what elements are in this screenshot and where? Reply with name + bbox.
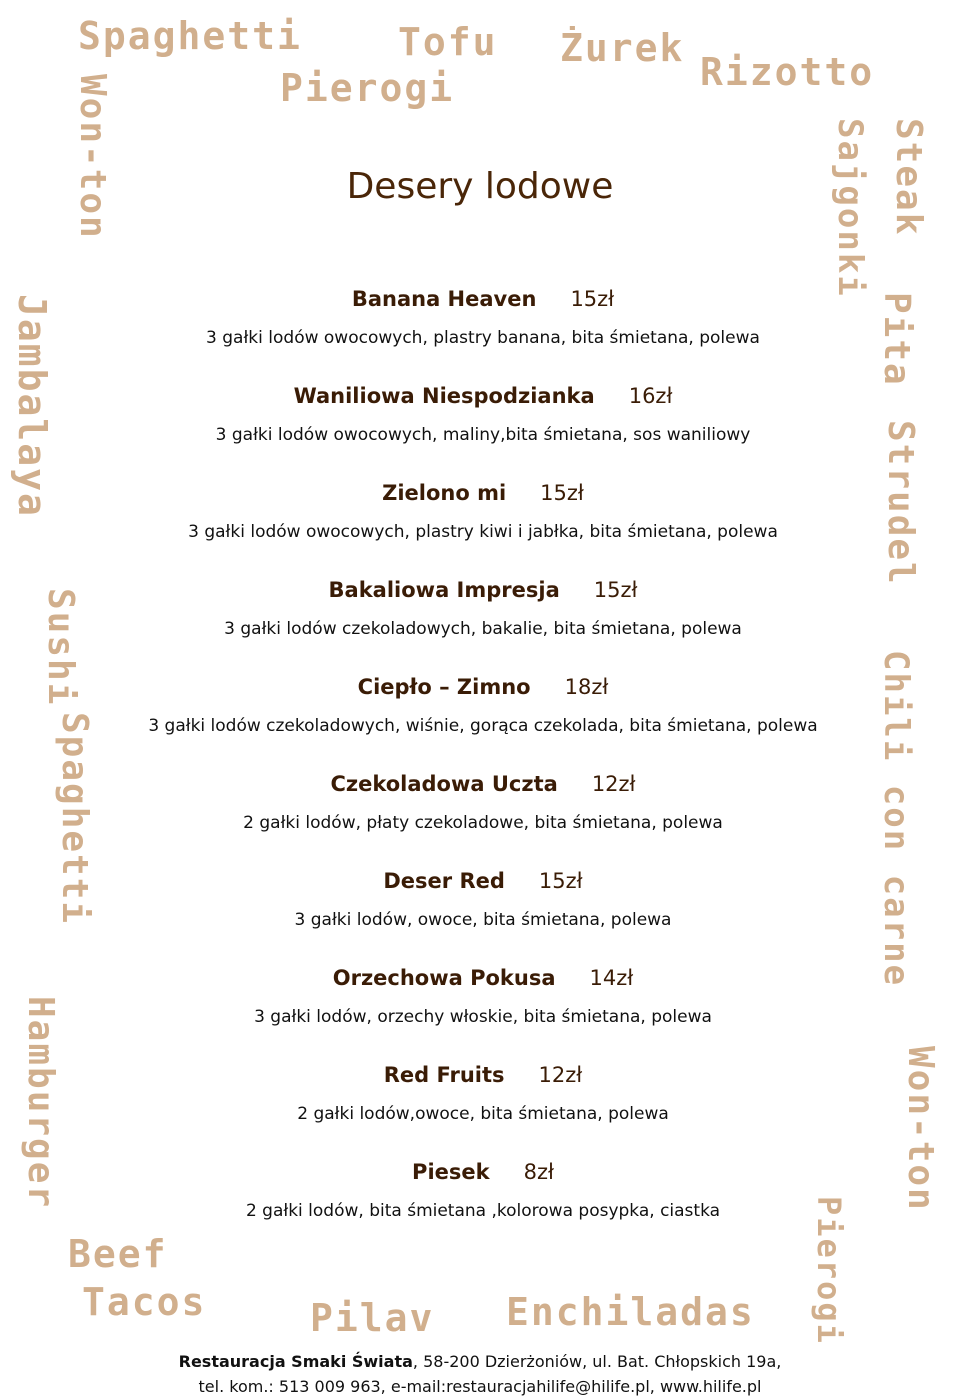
menu-item-price: 16zł: [628, 384, 673, 408]
border-word-pilav: Pilav: [310, 1296, 435, 1340]
menu-item-heading: [60, 379, 906, 413]
menu-item: [60, 476, 906, 573]
border-word-steak: Steak: [888, 118, 929, 237]
border-word-hamburger: Hamburger: [20, 996, 61, 1210]
border-word-pierogi-right: Pierogi: [810, 1196, 848, 1345]
menu-item-description: 3 gałki lodów czekoladowych, bakalie, bita śmietana, polewa: [224, 619, 742, 639]
menu-item-name: Bakaliowa Impresja: [328, 578, 560, 602]
menu-item: [60, 961, 906, 1058]
menu-item-name: Zielono mi: [382, 481, 507, 505]
border-word-spaghetti-top: Spaghetti: [78, 14, 302, 58]
dessert-menu-list: [60, 282, 906, 1252]
menu-item-name: Red Fruits: [383, 1063, 505, 1087]
border-word-tofu: Tofu: [398, 20, 498, 64]
border-word-beef: Beef: [68, 1232, 168, 1276]
menu-item-heading: [60, 573, 906, 607]
menu-item-heading: [60, 282, 906, 316]
menu-item: [60, 767, 906, 864]
menu-item-heading: [60, 961, 906, 995]
border-word-spaghetti-left: Spaghetti: [54, 712, 95, 926]
menu-item-price: 18zł: [564, 675, 609, 699]
menu-item-heading: [60, 670, 906, 704]
restaurant-address: , 58-200 Dzierżoniów, ul. Bat. Chłopskich 19a,: [412, 1352, 782, 1371]
menu-item-name: Ciepło – Zimno: [357, 675, 531, 699]
border-word-won-ton-right: Won-ton: [900, 1046, 941, 1212]
menu-item-heading: [60, 767, 906, 801]
menu-item: [60, 282, 906, 379]
border-word-pierogi-top: Pierogi: [280, 66, 455, 110]
menu-item-price: 15zł: [570, 287, 615, 311]
border-word-jambalaya: Jambalaya: [10, 294, 54, 518]
border-word-sajgonki: Sajgonki: [830, 118, 870, 298]
border-word-won-ton-left: Won-ton: [72, 74, 113, 240]
menu-item-price: 12zł: [538, 1063, 583, 1087]
menu-item-heading: [60, 1058, 906, 1092]
menu-item-description: 3 gałki lodów, owoce, bita śmietana, polewa: [294, 910, 672, 930]
menu-item-price: 8zł: [523, 1160, 554, 1184]
menu-item-description: 3 gałki lodów, orzechy włoskie, bita śmietana, polewa: [254, 1007, 712, 1027]
page-title: Desery lodowe: [346, 166, 614, 207]
menu-item-heading: [60, 476, 906, 510]
menu-item: [60, 1155, 906, 1252]
menu-item-description: 2 gałki lodów, bita śmietana ,kolorowa posypka, ciastka: [245, 1201, 721, 1221]
menu-item: [60, 573, 906, 670]
menu-item: [60, 1058, 906, 1155]
border-word-tacos: Tacos: [82, 1280, 207, 1324]
border-word-sushi: Sushi: [40, 588, 81, 707]
menu-item-description: 2 gałki lodów,owoce, bita śmietana, polewa: [297, 1104, 669, 1124]
menu-item: [60, 379, 906, 476]
menu-item-description: 3 gałki lodów owocowych, maliny,bita śmietana, sos waniliowy: [215, 425, 751, 445]
menu-item-description: 3 gałki lodów owocowych, plastry kiwi i jabłka, bita śmietana, polewa: [188, 522, 778, 542]
menu-item-description: 2 gałki lodów, płaty czekoladowe, bita śmietana, polewa: [243, 813, 723, 833]
menu-item-price: 15zł: [593, 578, 638, 602]
border-word-strudel: Strudel: [880, 420, 921, 586]
border-word-pita: Pita: [876, 292, 917, 387]
menu-item-name: Piesek: [412, 1160, 490, 1184]
menu-item-description: 3 gałki lodów czekoladowych, wiśnie, gorąca czekolada, bita śmietana, polewa: [148, 716, 818, 736]
border-word-chili-con-carne: Chili con carne: [876, 650, 916, 988]
border-word-rizotto: Rizotto: [700, 50, 875, 94]
menu-item-price: 12zł: [591, 772, 636, 796]
footer-contact: [0, 1349, 960, 1399]
menu-item-price: 15zł: [538, 869, 583, 893]
menu-item-price: 15zł: [540, 481, 584, 505]
footer-address-line: [0, 1349, 960, 1374]
menu-item-name: Orzechowa Pokusa: [332, 966, 556, 990]
restaurant-name: Restauracja Smaki Świata: [178, 1352, 413, 1371]
menu-item-price: 14zł: [589, 966, 634, 990]
footer-contact-line: tel. kom.: 513 009 963, e-mail:restauracjahilife@hilife.pl, www.hilife.pl: [198, 1377, 762, 1396]
menu-item-description: 3 gałki lodów owocowych, plastry banana, bita śmietana, polewa: [206, 328, 760, 348]
border-word-zurek: Żurek: [560, 26, 685, 70]
menu-item: [60, 670, 906, 767]
border-word-enchiladas: Enchiladas: [506, 1290, 755, 1334]
menu-item-heading: [60, 1155, 906, 1189]
menu-item-name: Waniliowa Niespodzianka: [293, 384, 595, 408]
menu-item: [60, 864, 906, 961]
menu-item-name: Deser Red: [383, 869, 505, 893]
menu-item-heading: [60, 864, 906, 898]
menu-item-name: Banana Heaven: [351, 287, 537, 311]
menu-item-name: Czekoladowa Uczta: [330, 772, 558, 796]
